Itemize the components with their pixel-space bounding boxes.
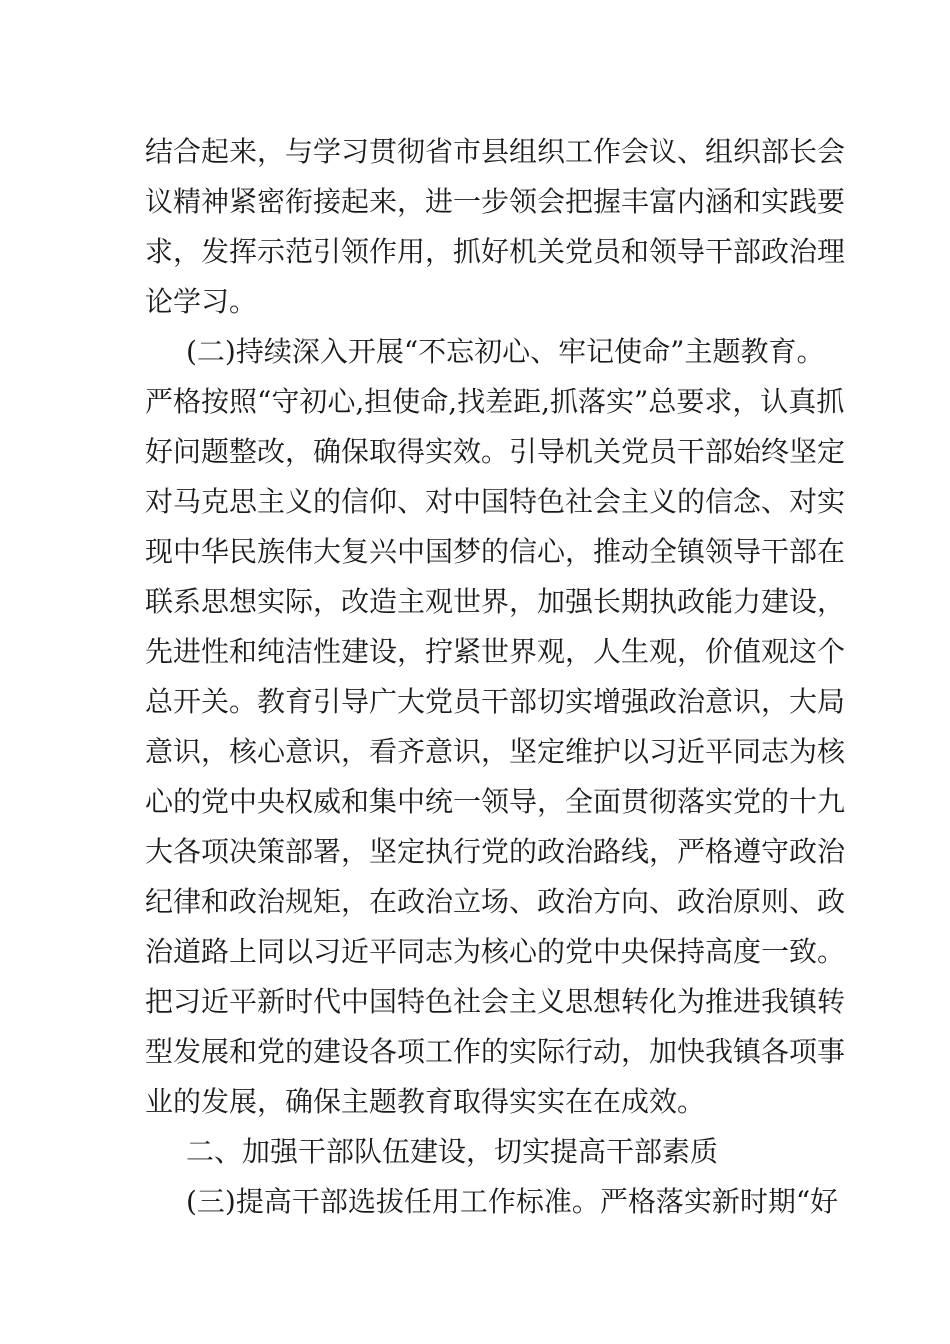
text-line: 业的发展，确保主题教育取得实实在在成效。: [145, 1085, 706, 1118]
text-line: 联系思想实际，改造主观世界，加强长期执政能力建设，: [145, 585, 846, 618]
text-line: 结合起来，与学习贯彻省市县组织工作会议、组织部长会: [145, 135, 846, 168]
text-line: 好问题整改，确保取得实效。引导机关党员干部始终坚定: [145, 435, 846, 468]
text-line: 型发展和党的建设各项工作的实际行动，加快我镇各项事: [145, 1035, 846, 1068]
text-line: 治道路上同以习近平同志为核心的党中央保持高度一致。: [145, 935, 846, 968]
text-line: 纪律和政治规矩，在政治立场、政治方向、政治原则、政: [145, 885, 846, 918]
text-line: 严格按照“守初心,担使命,找差距,抓落实”总要求，认真抓: [145, 385, 845, 418]
text-line: 心的党中央权威和集中统一领导，全面贯彻落实党的十九: [145, 785, 846, 818]
text-line: 把习近平新时代中国特色社会主义思想转化为推进我镇转: [145, 985, 846, 1018]
paragraph-heading: (三)提高干部选拔任用工作标准。严格落实新时期“好: [186, 1185, 839, 1218]
text-line: 先进性和纯洁性建设，拧紧世界观，人生观，价值观这个: [145, 635, 846, 668]
paragraph-heading: (二)持续深入开展“不忘初心、牢记使命”主题教育。: [186, 335, 825, 368]
text-line: 论学习。: [145, 285, 258, 318]
text-line: 现中华民族伟大复兴中国梦的信心，推动全镇领导干部在: [145, 535, 846, 568]
text-line: 求，发挥示范引领作用，抓好机关党员和领导干部政治理: [145, 235, 846, 268]
section-heading: 二、加强干部队伍建设，切实提高干部素质: [186, 1135, 719, 1168]
text-line: 议精神紧密衔接起来，进一步领会把握丰富内涵和实践要: [145, 185, 846, 218]
text-line: 意识，核心意识，看齐意识，坚定维护以习近平同志为核: [145, 735, 846, 768]
text-line: 大各项决策部署，坚定执行党的政治路线，严格遵守政治: [145, 835, 846, 868]
text-line: 对马克思主义的信仰、对中国特色社会主义的信念、对实: [145, 485, 846, 518]
text-line: 总开关。教育引导广大党员干部切实增强政治意识，大局: [145, 685, 846, 718]
